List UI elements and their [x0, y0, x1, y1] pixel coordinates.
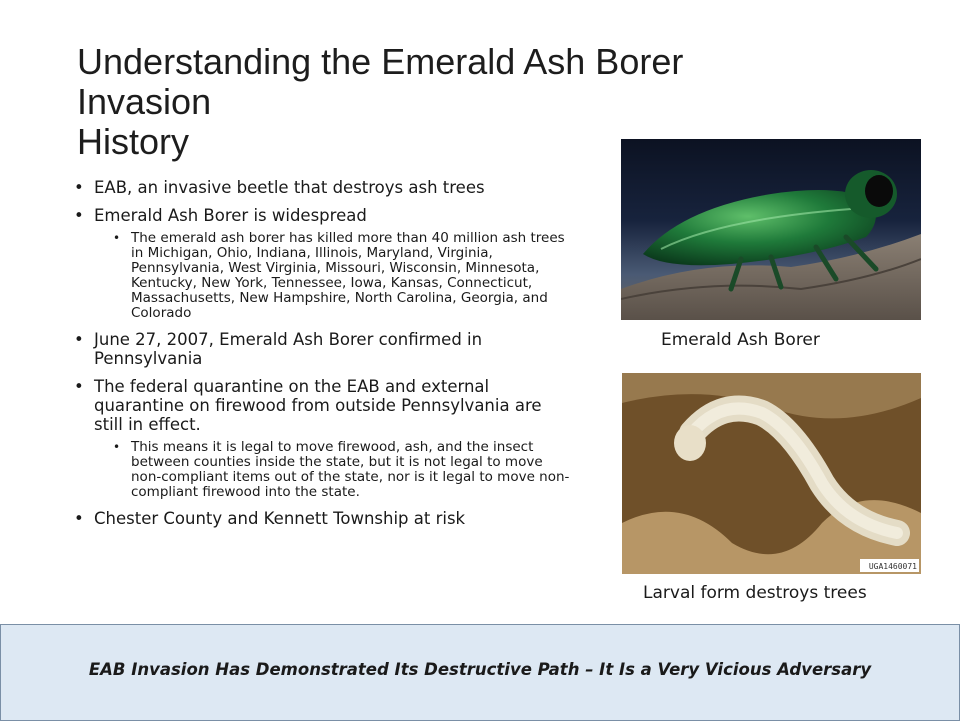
sub-bullet-item: • This means it is legal to move firewood, ash, and the insect between counties inside the state, but it is not legal to move non-compliant items out of the state, nor is it legal to move non-compliant firewood into the state. [94, 440, 574, 500]
bullet-item [74, 178, 574, 197]
sub-bullet-item: • The emerald ash borer has killed more than 40 million ash trees in Michigan, Ohio, Indiana, Illinois, Maryland, Virginia, Pennsylvania, West Virginia, Missouri, Wisconsin, Minnesota, Kentucky, New York, Tennessee, Iowa, Kansas, Connecticut, Massachusetts, New Hampshire, North Carolina, Georgia, and Colorado [94, 231, 574, 321]
bullet-text: Chester County and Kennett Township at risk [94, 509, 466, 528]
larva-photo [622, 373, 921, 574]
sub-bullet-list [94, 440, 574, 500]
emerald-ash-borer-photo [621, 139, 921, 320]
bullet-list [74, 178, 574, 537]
banner-text: EAB Invasion Has Demonstrated Its Destructive Path – It Is a Very Vicious Adversary [88, 660, 872, 679]
larva-caption: Larval form destroys trees [643, 583, 867, 603]
bullet-item [74, 330, 574, 368]
larva-watermark: UGA1460071 [868, 562, 917, 571]
bullet-item [74, 509, 574, 528]
bullet-item [74, 377, 574, 500]
slide-title-line-3: History [77, 121, 190, 162]
bullet-text: EAB, an invasive beetle that destroys ash trees [94, 178, 485, 197]
beetle-caption: Emerald Ash Borer [661, 330, 820, 350]
beetle-illustration [621, 139, 921, 320]
slide-title-line-2: Invasion [77, 81, 212, 122]
footer-banner [0, 624, 960, 721]
larva-illustration [622, 373, 921, 574]
bullet-item [74, 206, 574, 321]
bullet-text: Emerald Ash Borer is widespread [94, 206, 367, 225]
slide-title-line-1: Understanding the Emerald Ash Borer [77, 41, 684, 82]
bullet-text: June 27, 2007, Emerald Ash Borer confirmed in Pennsylvania [94, 330, 483, 368]
bullet-text: The federal quarantine on the EAB and external quarantine on firewood from outside Pennsylvania are still in effect. [94, 377, 542, 434]
sub-bullet-list [94, 231, 574, 321]
